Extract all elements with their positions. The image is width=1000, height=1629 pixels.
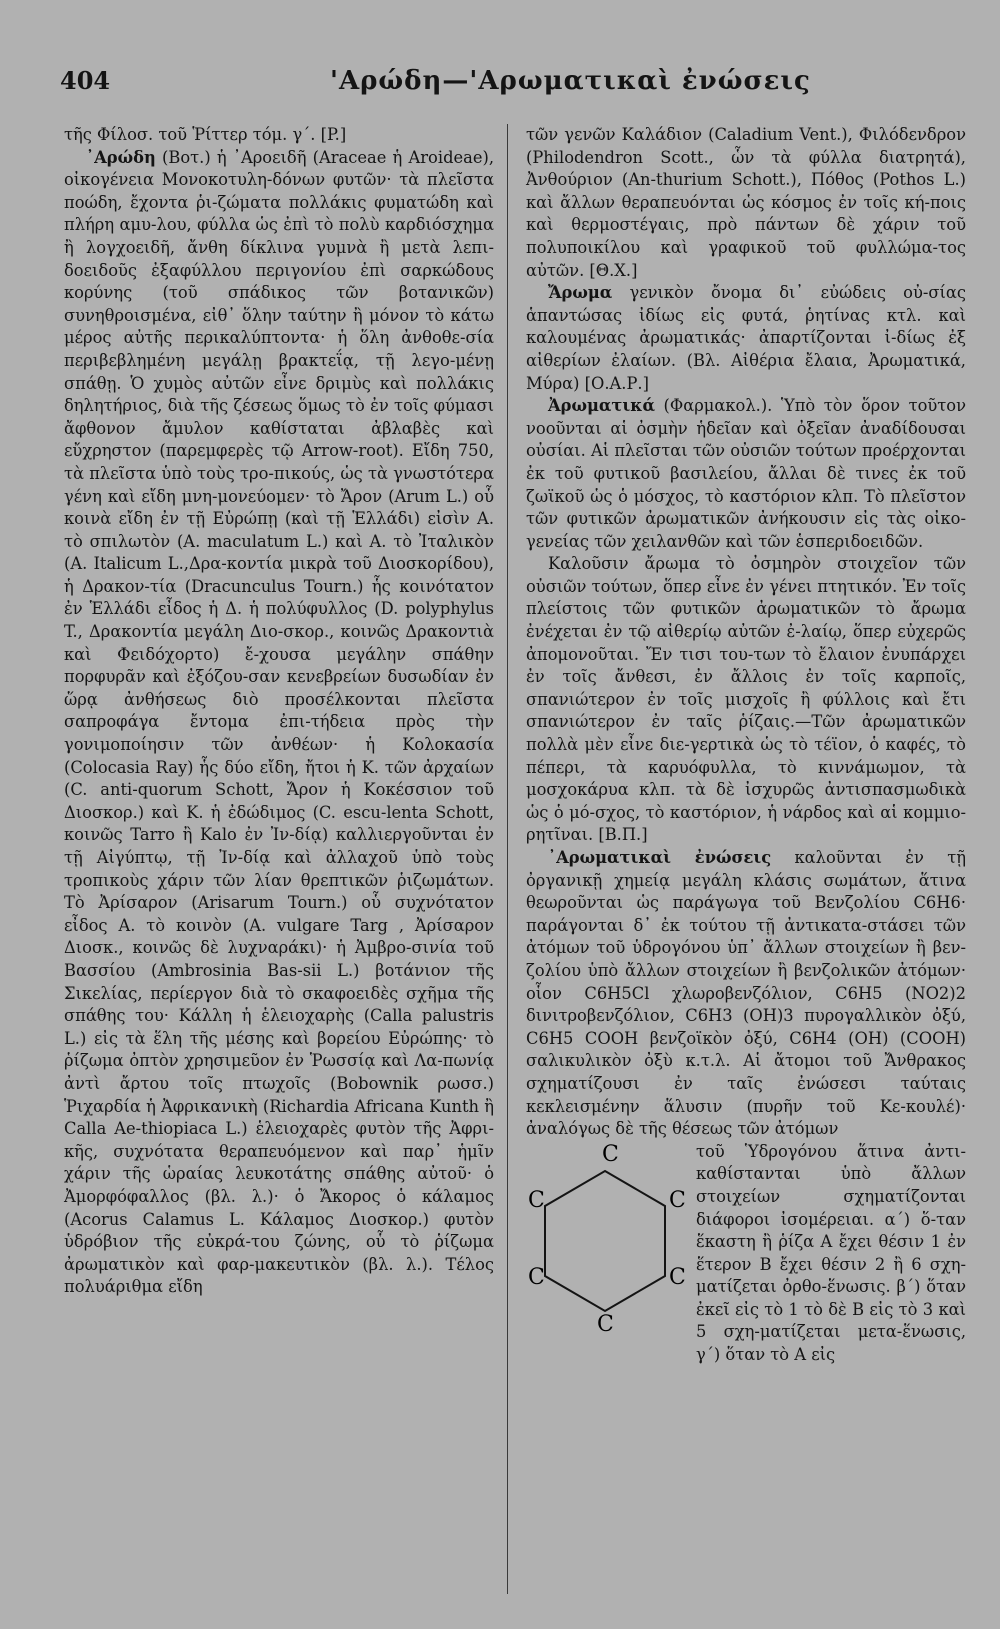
carbon-label-bottom: C [597, 1311, 614, 1337]
entry-heading: Ἀρωματικά [548, 396, 655, 416]
entry-body: γενικὸν ὄνομα δι᾽ εὐώδεις οὐ-σίας ἁπαντώσας ἰδίως εἰς φυτά, ῥητίνας κτλ. καὶ καλουμένας ἀρωματικάς· ἀπαρτίζονται ἰ-δίως ἐξ αἰθερίων ἐλαίων. (Βλ. Αἰθέρια ἔλαια, Ἀρωματικά, Μύρα) [Ο.Α.Ρ.] [526, 283, 966, 393]
carbon-label-upper-left: C [528, 1187, 545, 1213]
entry-aromatikai-enoseis [526, 847, 966, 1141]
entry-heading: ᾿Αρωματικαὶ ἐνώσεις [548, 848, 772, 867]
running-title: 'Αρώδη—'Αρωματικαὶ ἐνώσεις [330, 66, 811, 96]
column-divider [507, 124, 508, 1594]
right-column [526, 124, 966, 1471]
entry-heading: Ἄρωμα [548, 283, 613, 303]
carbon-label-lower-left: C [528, 1264, 545, 1290]
entry-body: καλοῦνται ἐν τῇ ὀργανικῇ χημείᾳ μεγάλη κλάσις σωμάτων, ἅτινα θεωροῦνται ὡς παράγωγα τοῦ Βενζολίου C6H6· παράγονται δ᾽ ἐκ τούτου τῇ ἀντικατα-στάσει τῶν ἀτόμων τοῦ ὑδρογόνου ὑπ᾽ ἄλλων στοιχείων ἢ βεν-ζολίου ὑπὸ ἄλλων στοιχείων ἢ βενζολικῶν ἀτόμων· οἷον C6H5Cl χλωροβενζόλιον, C6H5 (NO2)2 δινιτροβενζόλιον, C6H3 (OH)3 πυρογαλλικὸν ὀξύ, C6H5 COOH βενζοϊκὸν ὀξύ, C6H4 (OH) (COOH) σαλικυλικὸν ὀξὺ κ.τ.λ. Αἱ ἄτομοι τοῦ Ἄνθρακος σχηματίζουσι ἐν ταῖς ἐνώσεσι ταύταις κεκλεισμένην ἅλυσιν (πυρῆν τοῦ Κε-κουλέ)· ἀναλόγως δὲ τῆς θέσεως τῶν ἀτόμων [526, 848, 966, 1139]
left-paragraph-1: τῆς Φίλοσ. τοῦ Ῥίττερ τόμ. γ΄. [P.] [64, 125, 347, 144]
page-header [60, 66, 960, 106]
right-paragraph-4: Καλοῦσιν ἄρωμα τὸ ὀσμηρὸν στοιχεῖον τῶν οὐσιῶν τούτων, ὅπερ εἶνε ἐν γένει πτητικόν. Ἐν τοῖς πλείστοις τῶν φυτικῶν ἀρωματικῶν τὸ ἄρωμα ἐνέχεται ἐν τῷ αἰθερίῳ αὐτῶν ἐ-λαίῳ, ὅπερ εὐχερῶς ἀπομονοῦται. Ἔν τισι του-των τὸ ἔλαιον ἐνυπάρχει ἐν τοῖς ἄνθεσι, ἐν ἄλλοις ἐν τοῖς καρποῖς, σπανιώτερον ἐν τοῖς μισχοῖς ἢ φύλλοις καὶ ἔτι σπανιώτερον ἐν ταῖς ῥίζαις.—Τῶν ἀρωματικῶν πολλὰ μὲν εἶνε διε-γερτικὰ ὡς τὸ τέϊον, ὁ καφές, τὸ πέπερι, τὰ καρυόφυλλα, τὸ κιννάμωμον, τὰ μοσχοκάρυα κλπ. τὰ δὲ ἰσχυρῶς ἀντισπασμωδικὰ ὡς ὁ μό-σχος, τὸ καστόριον, ἡ νάρδος καὶ αἱ κομμιο-ρητῖναι. [Β.Π.] [526, 554, 966, 845]
benzene-ring-outline [545, 1171, 665, 1311]
right-paragraph-1: τῶν γενῶν Καλάδιον (Caladium Vent.), Φιλόδενδρον (Philodendron Scott., ὧν τὰ φύλλα διατρητά), Ἀνθούριον (An-thurium Schott.), Πόθος (Pothos L.) καὶ ἄλλων θεραπευόνται ὡς κόσμος ἐν τοῖς κή-ποις καὶ θερμοστέγαις, πρὸ πάντων δὲ χάριν τοῦ πολυποικίλου καὶ γραφικοῦ τοῦ φυλλώμα-τος αὐτῶν. [Θ.Χ.] [526, 125, 966, 280]
entry-aromatika [526, 395, 966, 553]
left-column [64, 124, 494, 1299]
benzene-ring-diagram [528, 1141, 686, 1471]
entry-body: (Φαρμακολ.). Ὑπὸ τὸν ὅρον τοῦτον νοοῦνται αἱ ὀσμὴν ἡδεῖαν καὶ ὀξεῖαν ἀναδίδουσαι οὐσίαι. Αἱ πλεῖσται τῶν οὐσιῶν τούτων προέρχονται ἐκ τοῦ φυτικοῦ βασιλείου, ἄλλαι δὲ τινες ἐκ τοῦ ζωϊκοῦ ὡς ὁ μόσχος, τὸ καστόριον κλπ. Τὸ πλεῖστον τῶν φυτικῶν ἀρωματικῶν ἀνήκουσιν εἰς τὰς οἰκο-γενείας τῶν χειλανθῶν καὶ τῶν ἑσπεριδοειδῶν. [526, 396, 966, 551]
entry-aroma [526, 282, 966, 395]
carbon-label-top: C [602, 1141, 619, 1167]
carbon-label-upper-right: C [669, 1187, 686, 1213]
benzene-diagram-block [526, 1141, 966, 1471]
diagram-side-text: τοῦ Ὑδρογόνου ἅτινα ἀντι-καθίστανται ὑπὸ ἄλλων στοιχείων σχηματίζονται διάφοροι ἰσομέρειαι. α΄) ὅ-ταν ἕκαστη ἢ ῥίζα A ἔχει θέσιν 1 ἐν ἕτερον B ἔχει θέσιν 2 ἢ 6 σχη-ματίζεται ὀρθο-ἕνωσις. β΄) ὅταν ἐκεῖ εἰς τὸ 1 τὸ δὲ B εἰς τὸ 3 καὶ 5 σχη-ματίζεται μετα-ἕνωσις, γ΄) ὅταν τὸ A εἰς [696, 1141, 966, 1365]
carbon-label-lower-right: C [669, 1264, 686, 1290]
entry-arodi [64, 147, 494, 1299]
page-number: 404 [60, 66, 111, 95]
entry-body: (Βοτ.) ἡ ᾿Αροειδῆ (Araceae ἡ Aroideae), οἰκογένεια Μονοκοτυλη-δόνων φυτῶν· τὰ πλεῖστα ποώδη, ἔχοντα ῥι-ζώματα πολλάκις φυματώδη καὶ πλήρη αμυ-λου, φύλλα ὡς ἐπὶ τὸ πολὺ καρδιόσχημα ἢ λογχοειδῆ, ἄνθη δίκλινα γυμνὰ ἢ μετὰ λεπι-δοειδοῦς ἐξαφύλλου περιγονίου ἐπὶ σαρκώδους κορύνης (τοῦ σπάδικος τῶν βοτανικῶν) συνηθροισμένα, εἰθ᾽ ὅλην ταύτην ἢ μόνον τὸ κάτω μέρος αὐτῆς περικαλύπτοντα· ἡ ὅλη ἀνθοθε-σία περιβεβλημένη μεγάλῃ βρακτεΐᾳ, τῇ λεγο-μένῃ σπάθῃ. Ὁ χυμὸς αὐτῶν εἶνε δριμὺς καὶ πολλάκις δηλητήριος, διὰ τῆς ζέσεως ὅμως τὸ ἐν τοῖς φύμασι ἄφθονον ἄμυλον καθίσταται ἀβλαβὲς καὶ εὔχρηστον (παρεμφερὲς τῷ Arrow-root). Εἴδη 750, τὰ πλεῖστα ὑπὸ τοὺς τρο-πικούς, ὡς τὰ γνωστότερα γένη καὶ εἴδη μνη-μονεύομεν· τὸ Ἄρον (Arum L.) οὗ κοινὰ εἴδη ἐν τῇ Εὐρώπῃ (καὶ τῇ Ἑλλάδι) εἰσὶν Α. τὸ σπιλωτὸν (A. maculatum L.) καὶ Α. τὸ Ἰταλικὸν (A. Italicum L.,Δρα-κοντία μικρὰ τοῦ Διοσκορίδου), ἡ Δρακον-τία (Dracunculus Tourn.) ἧς κοινότατον ἐν Ἑλλάδι εἶδος ἡ Δ. ἡ πολύφυλλος (D. polyphylus T., Δρακοντία μεγάλη Διο-σκορ., κοινῶς Δρακοντιὰ καὶ Φειδόχορτο) ἔ-χουσα μεγάλην σπάθην πορφυρᾶν καὶ ἐξόζου-σαν κενεβρείων δυσωδίαν ἐν ὥρᾳ ἀνθήσεως διὸ προσέλκονται πλεῖστα σαπροφάγα ἔντομα ἐπι-τήδεια πρὸς τὴν γονιμοποίησιν τῶν ἀνθέων· ἡ Κολοκασία (Colocasia Ray) ἧς δύο εἴδη, ἤτοι ἡ Κ. τῶν ἀρχαίων (C. anti-quorum Schott, Ἄρον ἡ Κοκέσσιον τοῦ Διοσκορ.) καὶ Κ. ἡ ἐδώδιμος (C. escu-lenta Schott, κοινῶς Tarro ἢ Kalo ἐν Ἰν-δίᾳ) καλλιεργοῦνται ἐν τῇ Αἰγύπτῳ, τῇ Ἰν-δίᾳ καὶ ἀλλαχοῦ ὑπὸ τοὺς τροπικοὺς χάριν τῶν λίαν θρεπτικῶν ῥιζωμάτων. Τὸ Ἀρίσαρον (Arisarum Tourn.) οὗ συχνότατον εἶδος Α. τὸ κοινὸν (A. vulgare Targ , Ἀρίσαρον Διοσκ., κοινῶς δὲ λυχναράκι)· ἡ Ἀμβρο-σινία τοῦ Βασσίου (Ambrosinia Bas-sii L.) βοτάνιον τῆς Σικελίας, περίεργον διὰ τὸ σκαφοειδὲς σχῆμα τῆς σπάθης του· Κάλλη ἡ ἑλειοχαρὴς (Calla palustris L.) εἰς τὰ ἕλη τῆς μέσης καὶ βορείου Εὐρώπης· τὸ ῥίζωμα ὀπτὸν χρησιμεῦον ἐν Ῥωσσίᾳ καὶ Λα-πωνίᾳ ἀντὶ ἄρτου τοῖς πτωχοῖς (Bobownik ρωσσ.) Ῥιχαρδία ἡ Ἀφρικανικὴ (Richardia Africana Kunth ἢ Calla Ae-thiopiaca L.) ἑλειοχαρὲς φυτὸν τῆς Ἀφρι-κῆς, συχνότατα θεραπευόμενον καὶ παρ᾽ ἡμῖν χάριν τῆς ὡραίας λευκοτάτης σπάθης αὐτοῦ· ὁ Ἀμορφόφαλλος (βλ. λ.)· ὁ Ἄκορος ὁ κάλαμος (Acorus Calamus L. Κάλαμος Διοσκορ.) φυτὸν ὑδρόβιον τῆς εὐκρά-του ζώνης, οὗ τὸ ῥίζωμα ἀρωματικὸν καὶ φαρ-μακευτικὸν (βλ. λ.). Τέλος πολυάριθμα εἴδη [64, 147, 494, 1297]
entry-heading: ᾿Αρώδη [86, 147, 156, 167]
